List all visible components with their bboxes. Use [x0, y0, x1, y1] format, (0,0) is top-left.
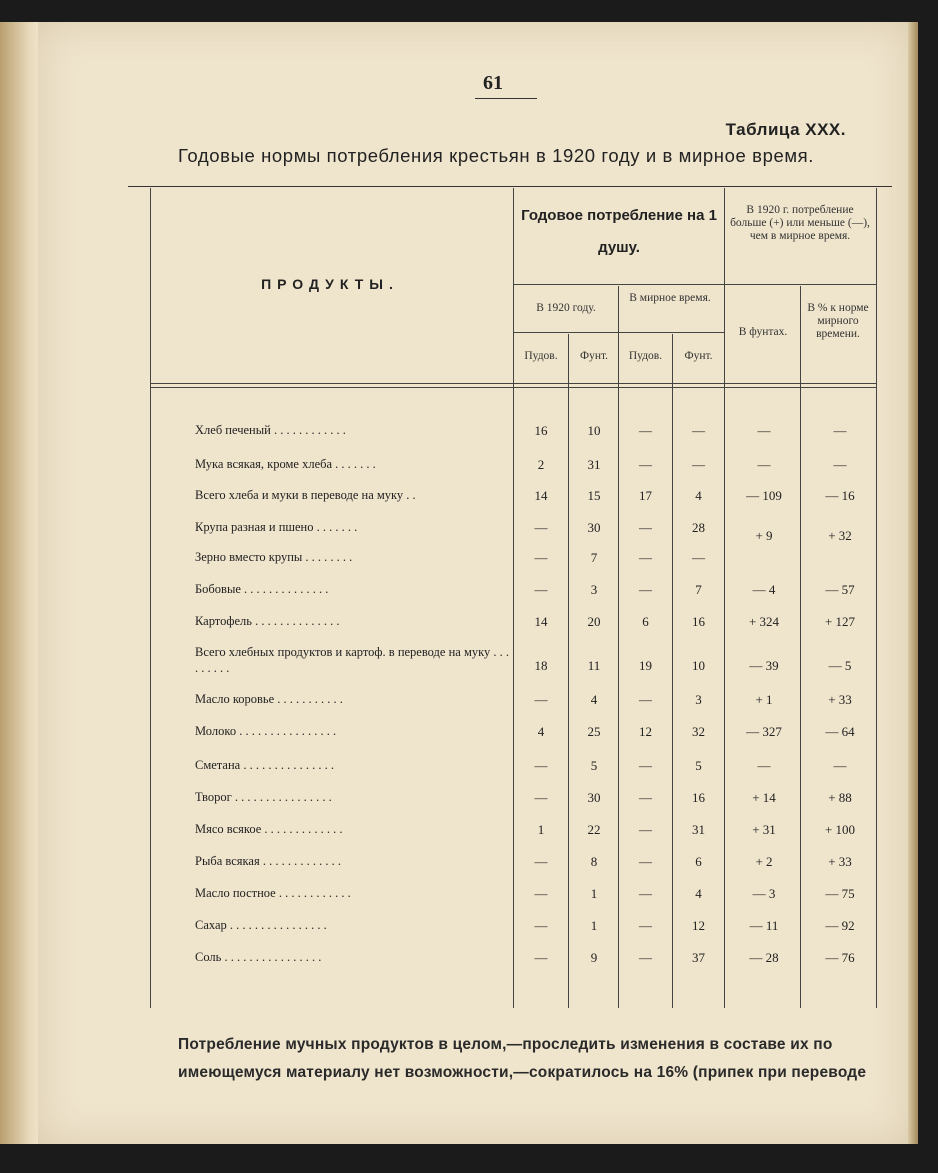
cell-f2: 5 [695, 758, 702, 773]
cell-f1: 15 [587, 488, 601, 503]
cell-f2: 7 [695, 582, 702, 597]
cell-df: + 14 [752, 790, 776, 805]
cell-f1: 11 [587, 658, 601, 673]
cell-p2: — [639, 790, 652, 805]
cell-df: + 1 [755, 692, 773, 707]
row-label: Всего хлебных продуктов и картоф. в переводе на муку . . . . . . . . . [195, 645, 510, 675]
header-bottom-rule [150, 383, 876, 384]
table-top-rule [128, 186, 892, 187]
header-annual-consumption: Годовое потребление на 1 душу. [521, 207, 717, 256]
row-label: Сметана . . . . . . . . . . . . . . . [195, 758, 334, 772]
cell-f1: 10 [587, 423, 601, 438]
cell-dp: + 88 [828, 790, 852, 805]
cell-f1: 30 [587, 790, 601, 805]
cell-df: — 39 [749, 658, 779, 673]
cell-p2: — [639, 582, 652, 597]
cell-f1: 31 [587, 457, 601, 472]
page-left-edge [0, 22, 40, 1144]
cell-f1: 1 [590, 886, 598, 901]
cell-f2: 32 [692, 724, 705, 739]
cell-df: — 3 [752, 886, 776, 901]
page-number: 61 [483, 72, 503, 94]
cell-f1: 20 [587, 614, 601, 629]
cell-p1: — [534, 758, 548, 773]
row-label: Рыба всякая . . . . . . . . . . . . . [195, 854, 341, 868]
cell-f1: 5 [590, 758, 598, 773]
cell-f1: 3 [590, 582, 598, 597]
cell-dp: — [833, 457, 847, 472]
cell-df: — [757, 457, 771, 472]
cell-f2: 31 [692, 822, 705, 837]
table-right-border [876, 188, 877, 1008]
cell-p2: 19 [639, 658, 652, 673]
cell-p1: 14 [534, 614, 548, 629]
row-label: Всего хлеба и муки в переводе на муку . . [195, 488, 416, 502]
cell-p1: 1 [537, 822, 545, 837]
cell-p2: 17 [639, 488, 652, 503]
merged-groats-diff-funt: + 9 [755, 528, 773, 543]
cell-f2: 28 [692, 520, 705, 535]
row-label: Молоко . . . . . . . . . . . . . . . . [195, 724, 337, 738]
header-pud-peace: Пудов. [628, 350, 663, 362]
cell-p2: — [639, 822, 652, 837]
table-label: Таблица XXX. [725, 120, 846, 139]
cell-p1: — [534, 886, 548, 901]
cell-f2: — [692, 457, 705, 472]
cell-p2: — [639, 520, 652, 535]
cell-f1: 22 [587, 822, 601, 837]
cell-f2: 16 [692, 614, 705, 629]
cell-df: — [757, 423, 771, 438]
cell-df: — 4 [752, 582, 776, 597]
cell-dp: + 100 [824, 822, 856, 837]
table-left-border [150, 188, 151, 1008]
header-peace-time: В мирное время. [629, 292, 711, 304]
cell-p2: — [639, 758, 652, 773]
body-line-1: Потребление мучных продуктов в целом,—проследить изменения в составе их по [178, 1036, 833, 1053]
cell-dp: — 76 [825, 950, 855, 965]
row-label: Масло коровье . . . . . . . . . . . [195, 692, 343, 706]
header-pud-1920: Пудов. [524, 350, 558, 362]
cell-f2: — [692, 550, 705, 565]
cell-df: + 324 [748, 614, 780, 629]
cell-p1: 14 [534, 488, 548, 503]
body-line-2: имеющемуся материалу нет возможности,—сократилось на 16% (припек при переводе [178, 1064, 867, 1081]
cell-f1: 9 [590, 950, 598, 965]
cell-dp: — 92 [825, 918, 855, 933]
cell-dp: — [833, 423, 847, 438]
header-sub-rule-1 [513, 284, 876, 285]
cell-df: — 327 [746, 724, 782, 739]
row-label: Творог . . . . . . . . . . . . . . . . [195, 790, 332, 804]
cell-f2: 12 [692, 918, 705, 933]
header-in-funt: В фунтах. [738, 326, 788, 338]
row-label: Мука всякая, кроме хлеба . . . . . . . [195, 457, 376, 471]
cell-f1: 1 [590, 918, 598, 933]
cell-p2: — [639, 854, 652, 869]
cell-dp: — 75 [825, 886, 855, 901]
cell-p1: — [534, 550, 548, 565]
cell-dp: + 127 [824, 614, 856, 629]
cell-p1: — [534, 692, 548, 707]
row-label: Хлеб печеный . . . . . . . . . . . . [195, 423, 346, 437]
cell-f2: 6 [695, 854, 702, 869]
row-label: Сахар . . . . . . . . . . . . . . . . [195, 918, 327, 932]
cell-p2: 6 [642, 614, 649, 629]
cell-p1: — [534, 918, 548, 933]
row-label: Мясо всякое . . . . . . . . . . . . . [195, 822, 343, 836]
header-funt-peace: Фунт. [684, 350, 713, 362]
cell-df: + 31 [752, 822, 776, 837]
row-label: Крупа разная и пшено . . . . . . . [195, 520, 358, 534]
header-1920: В 1920 году. [536, 302, 596, 314]
page-number-underline [475, 98, 537, 99]
cell-p1: 18 [534, 658, 548, 673]
cell-p1: 16 [534, 423, 548, 438]
cell-df: — [757, 758, 771, 773]
cell-p1: 4 [537, 724, 545, 739]
body-paragraph [178, 1036, 898, 1082]
cell-dp: — 16 [825, 488, 855, 503]
cell-p2: 12 [639, 724, 652, 739]
cell-p2: — [639, 692, 652, 707]
cell-dp: — 64 [825, 724, 855, 739]
header-difference: В 1920 г. потребление больше (+) или меньше (—), чем в мирное время. [730, 204, 870, 243]
col-divider-diff [800, 286, 801, 1008]
cell-f2: 16 [692, 790, 705, 805]
page-right-edge [908, 22, 918, 1144]
cell-p2: — [639, 950, 652, 965]
cell-f1: 7 [590, 550, 598, 565]
cell-p1: — [534, 582, 548, 597]
cell-df: — 109 [746, 488, 782, 503]
cell-df: — 11 [749, 918, 779, 933]
row-label: Картофель . . . . . . . . . . . . . . [195, 614, 340, 628]
cell-dp: — [833, 758, 847, 773]
table-title: Годовые нормы потребления крестьян в 1920 году и в мирное время. [178, 145, 815, 166]
cell-p1: — [534, 854, 548, 869]
cell-p2: — [639, 550, 652, 565]
cell-f1: 25 [587, 724, 601, 739]
row-label: Бобовые . . . . . . . . . . . . . . [195, 582, 329, 596]
cell-p1: 2 [537, 457, 545, 472]
cell-f2: 4 [695, 488, 702, 503]
cell-df: + 2 [755, 854, 773, 869]
cell-dp: + 33 [828, 692, 852, 707]
cell-f1: 30 [587, 520, 601, 535]
cell-dp: + 33 [828, 854, 852, 869]
cell-p1: — [534, 520, 548, 535]
header-in-percent: В % к норме мирного времени. [807, 302, 869, 341]
cell-p2: — [639, 423, 652, 438]
header-sub-rule-2 [513, 332, 724, 333]
cell-p2: — [639, 886, 652, 901]
cell-dp: — 5 [828, 658, 852, 673]
cell-f1: 4 [590, 692, 598, 707]
header-funt-1920: Фунт. [579, 350, 609, 362]
cell-f2: 37 [692, 950, 705, 965]
cell-p2: — [639, 457, 652, 472]
header-bottom-rule-double [150, 387, 876, 388]
cell-dp: — 57 [825, 582, 855, 597]
header-products: ПРОДУКТЫ. [261, 276, 399, 292]
row-label: Масло постное . . . . . . . . . . . . [195, 886, 351, 900]
row-label: Соль . . . . . . . . . . . . . . . . [195, 950, 322, 964]
cell-f2: 4 [695, 886, 702, 901]
cell-p1: — [534, 790, 548, 805]
row-label: Зерно вместо крупы . . . . . . . . [195, 550, 353, 564]
col-divider-annual-diff [724, 188, 725, 1008]
cell-f2: 3 [695, 692, 702, 707]
cell-f1: 8 [590, 854, 598, 869]
cell-p1: — [534, 950, 548, 965]
cell-df: — 28 [749, 950, 779, 965]
cell-p2: — [639, 918, 652, 933]
cell-f2: — [692, 423, 705, 438]
cell-f2: 10 [692, 658, 705, 673]
merged-groats-diff-pct: + 32 [828, 528, 852, 543]
